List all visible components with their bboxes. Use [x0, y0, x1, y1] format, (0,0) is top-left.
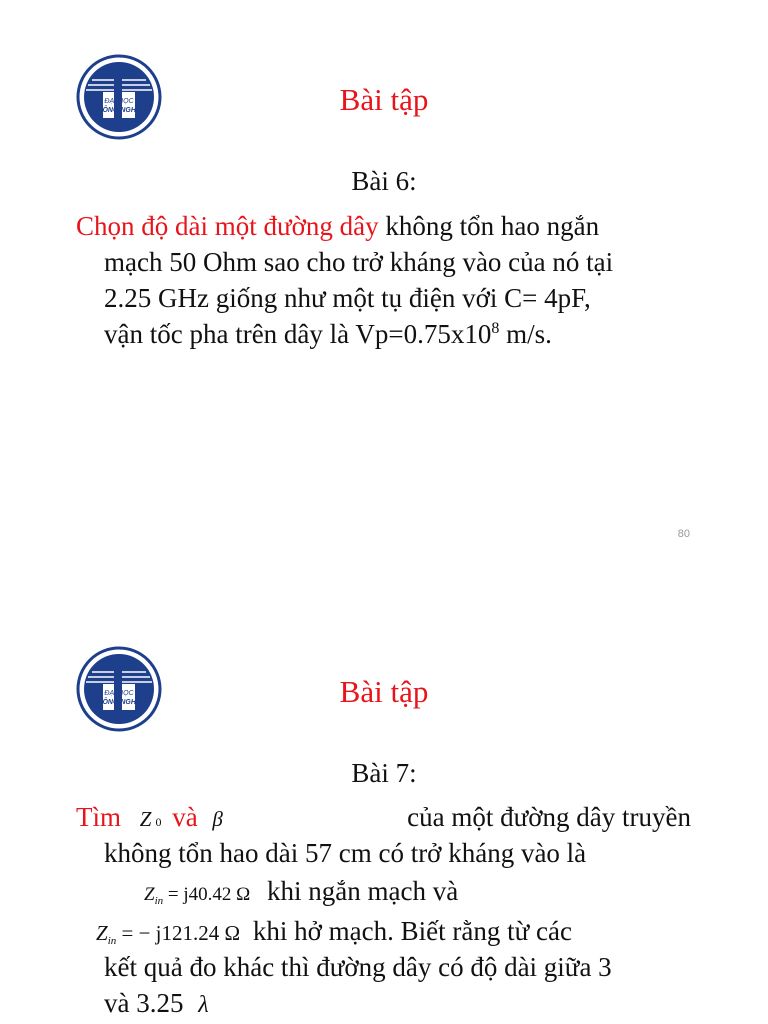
slide-title: Bài tập	[339, 674, 429, 709]
svg-text:ĐẠI HỌC: ĐẠI HỌC	[104, 690, 134, 697]
exercise-line-2: không tổn hao dài 57 cm có trở kháng vào là	[104, 838, 587, 868]
svg-text:CÔNG NGHỆ: CÔNG NGHỆ	[97, 699, 141, 706]
slide-title: Bài tập	[339, 82, 429, 117]
exercise-line-4: $Z_{in}$ = − j121.24 Ω khi hở mạch. Biết rằng từ các	[96, 916, 572, 947]
svg-text:CÔNG NGHỆ: CÔNG NGHỆ	[97, 107, 141, 114]
exercise-number: Bài 7:	[351, 758, 417, 788]
slide-7	[0, 600, 768, 1024]
exercise-line-3: $Z_{in} = j40.42$ Ω khi ngắn mạch và	[144, 876, 459, 907]
beta-symbol: β	[212, 807, 223, 831]
z0-symbol: Z 0	[139, 807, 162, 831]
exercise-line-6: và 3.25 λ	[104, 988, 209, 1018]
page-number: 80	[677, 528, 690, 540]
exercise-line-5: kết quả đo khác thì đường dây có độ dài giữa 3	[104, 952, 612, 982]
highlight-text: Chọn độ dài một đường dây	[76, 211, 379, 241]
exercise-text: Chọn độ dài một đường dây không tổn hao ngắn mạch 50 Ohm sao cho trở kháng vào của nó tại 2.25 GHz giống như một tụ điện với C= 4pF, vận tốc pha trên dây là $Vp=0.75x10^8$ m/s.	[76, 211, 614, 349]
exercise-number: Bài 6:	[351, 166, 417, 196]
lambda-symbol: λ	[198, 992, 209, 1018]
exercise-line-1: Tìm Z 0 và β của một đường dây truyền	[76, 802, 691, 832]
zin-open-circuit-equation: $Z_{in}$ = − j121.24 Ω	[96, 921, 241, 947]
zin-short-circuit-equation: $Z_{in} = j40.42$ Ω	[144, 884, 251, 907]
svg-text:ĐẠI HỌC: ĐẠI HỌC	[104, 98, 134, 105]
